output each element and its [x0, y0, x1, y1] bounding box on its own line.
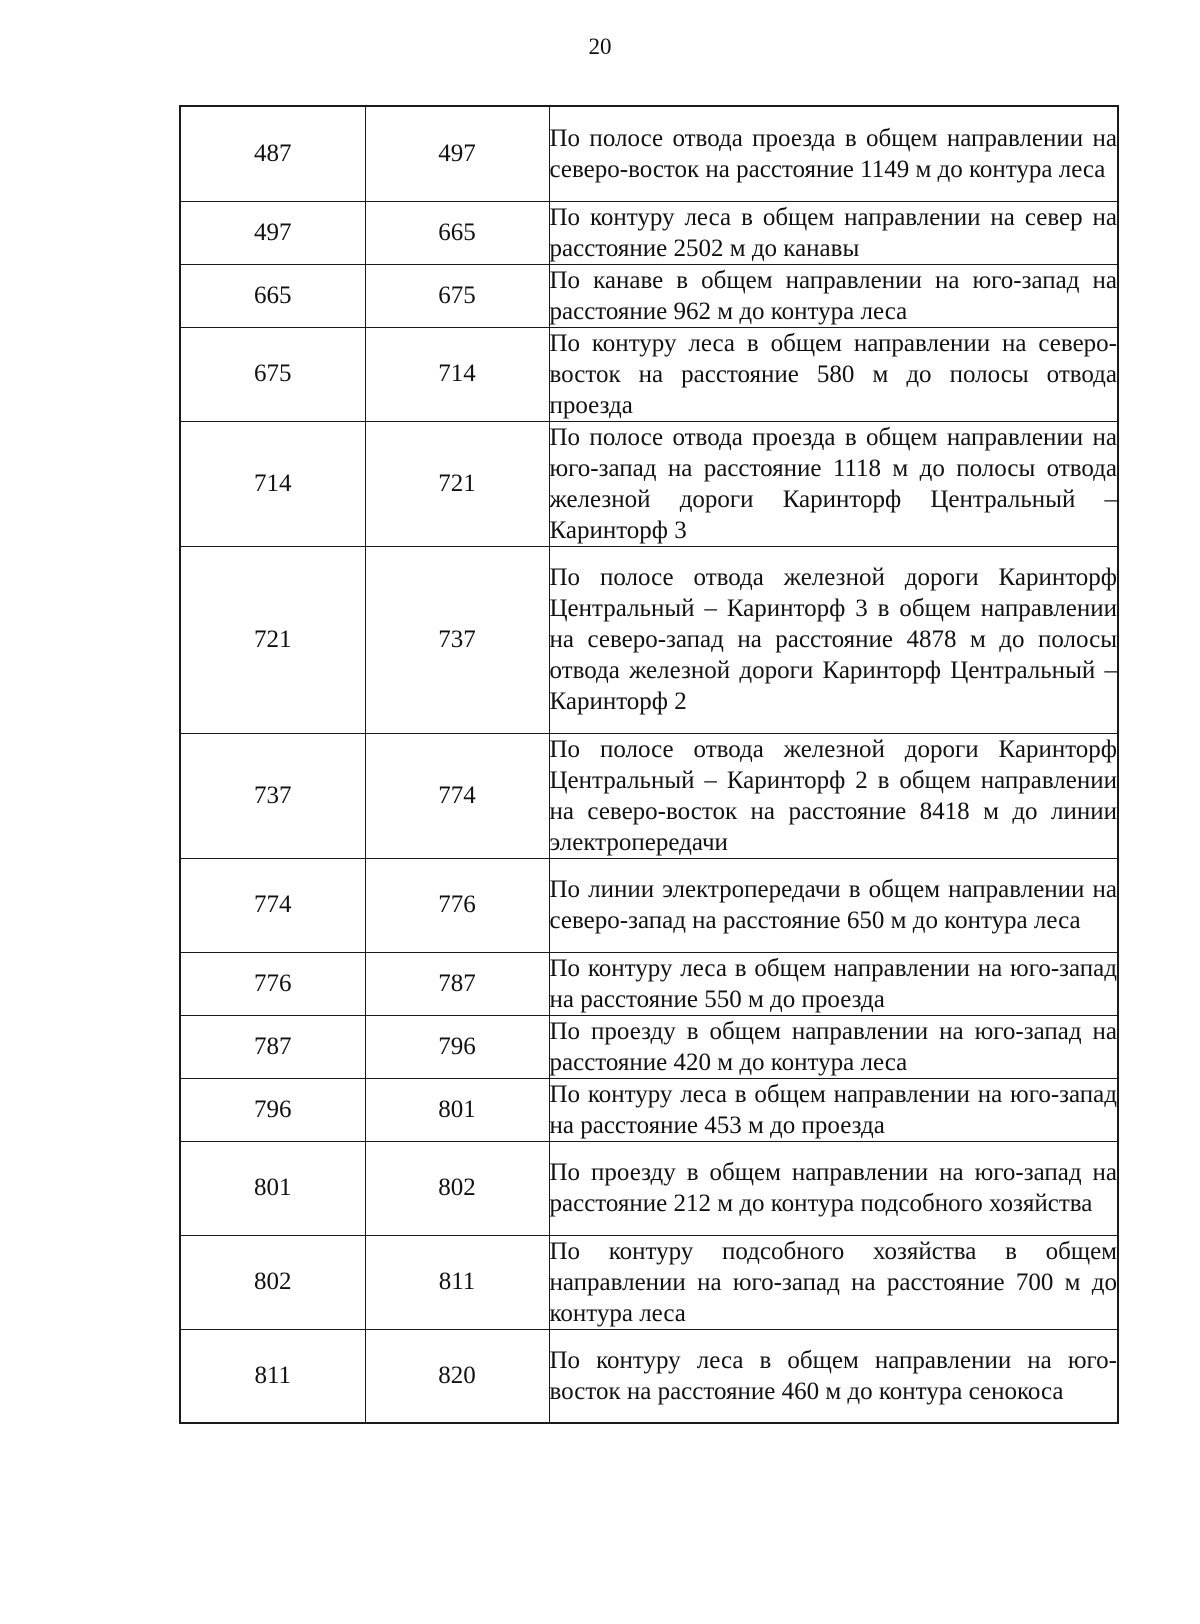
to-point: 811 [365, 1235, 549, 1329]
to-point: 820 [365, 1329, 549, 1423]
segment-description: По контуру леса в общем направлении на юго-восток на расстояние 460 м до контура сенокоса [549, 1329, 1118, 1423]
segment-description: По полосе отвода проезда в общем направлении на северо-восток на расстояние 1149 м до контура леса [549, 106, 1118, 201]
from-point: 497 [180, 201, 365, 264]
from-point: 802 [180, 1235, 365, 1329]
table-row [180, 1235, 1118, 1329]
segment-description: По контуру леса в общем направлении на юго-запад на расстояние 550 м до проезда [549, 952, 1118, 1015]
table-row [180, 106, 1118, 201]
segment-description: По контуру подсобного хозяйства в общем направлении на юго-запад на расстояние 700 м до контура леса [549, 1235, 1118, 1329]
to-point: 787 [365, 952, 549, 1015]
from-point: 796 [180, 1078, 365, 1141]
from-point: 665 [180, 264, 365, 327]
from-point: 811 [180, 1329, 365, 1423]
boundary-description-table [179, 105, 1119, 1424]
table-row [180, 546, 1118, 733]
segment-description: По проезду в общем направлении на юго-запад на расстояние 420 м до контура леса [549, 1015, 1118, 1078]
from-point: 714 [180, 421, 365, 546]
table-row [180, 327, 1118, 421]
table-row [180, 952, 1118, 1015]
to-point: 802 [365, 1141, 549, 1235]
segment-description: По полосе отвода железной дороги Каринторф Центральный – Каринторф 3 в общем направлении на северо-запад на расстояние 4878 м до полосы отвода железной дороги Каринторф Центральный – Каринторф 2 [549, 546, 1118, 733]
table-row [180, 733, 1118, 858]
table-row [180, 1141, 1118, 1235]
to-point: 774 [365, 733, 549, 858]
to-point: 675 [365, 264, 549, 327]
to-point: 801 [365, 1078, 549, 1141]
from-point: 774 [180, 858, 365, 952]
from-point: 487 [180, 106, 365, 201]
to-point: 737 [365, 546, 549, 733]
table-row [180, 858, 1118, 952]
segment-description: По контуру леса в общем направлении на северо-восток на расстояние 580 м до полосы отвода проезда [549, 327, 1118, 421]
to-point: 721 [365, 421, 549, 546]
to-point: 497 [365, 106, 549, 201]
table-row [180, 1015, 1118, 1078]
segment-description: По полосе отвода проезда в общем направлении на юго-запад на расстояние 1118 м до полосы отвода железной дороги Каринторф Центральный – Каринторф 3 [549, 421, 1118, 546]
segment-description: По контуру леса в общем направлении на север на расстояние 2502 м до канавы [549, 201, 1118, 264]
from-point: 737 [180, 733, 365, 858]
segment-description: По проезду в общем направлении на юго-запад на расстояние 212 м до контура подсобного хозяйства [549, 1141, 1118, 1235]
segment-description: По контуру леса в общем направлении на юго-запад на расстояние 453 м до проезда [549, 1078, 1118, 1141]
table-row [180, 201, 1118, 264]
from-point: 776 [180, 952, 365, 1015]
segment-description: По линии электропередачи в общем направлении на северо-запад на расстояние 650 м до контура леса [549, 858, 1118, 952]
to-point: 776 [365, 858, 549, 952]
segment-description: По канаве в общем направлении на юго-запад на расстояние 962 м до контура леса [549, 264, 1118, 327]
to-point: 796 [365, 1015, 549, 1078]
to-point: 665 [365, 201, 549, 264]
from-point: 721 [180, 546, 365, 733]
table-row [180, 264, 1118, 327]
from-point: 675 [180, 327, 365, 421]
table-row [180, 1329, 1118, 1423]
table-row [180, 1078, 1118, 1141]
from-point: 787 [180, 1015, 365, 1078]
page-number: 20 [588, 34, 612, 59]
segment-description: По полосе отвода железной дороги Каринторф Центральный – Каринторф 2 в общем направлении на северо-восток на расстояние 8418 м до линии электропередачи [549, 733, 1118, 858]
to-point: 714 [365, 327, 549, 421]
from-point: 801 [180, 1141, 365, 1235]
table-row [180, 421, 1118, 546]
